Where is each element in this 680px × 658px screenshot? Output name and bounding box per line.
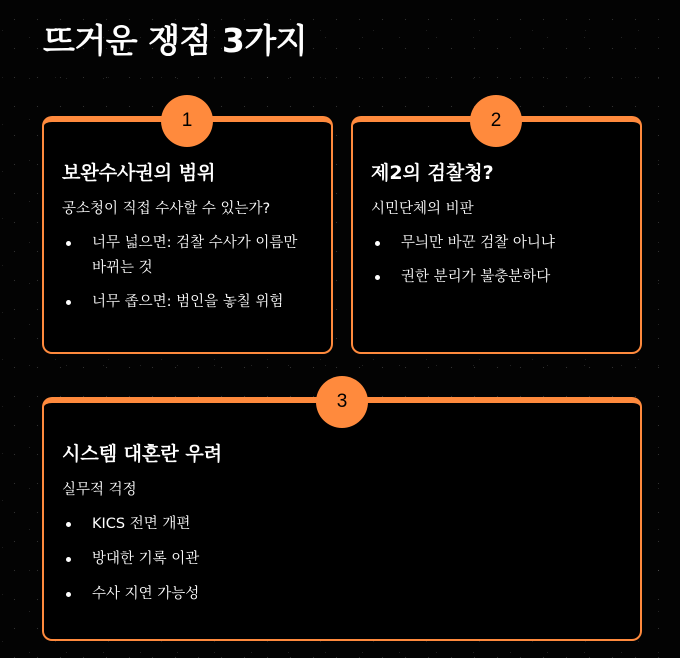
bullet-list: [371, 231, 622, 290]
card-title: 보완수사권의 범위: [62, 162, 216, 184]
page-title: 뜨거운 쟁점 3가지: [43, 21, 308, 60]
card-subtitle: 실무적 걱정: [62, 482, 137, 498]
list-item: 너무 넓으면: 검찰 수사가 이름만 바뀌는 것: [62, 231, 313, 281]
card-title: 시스템 대혼란 우려: [62, 443, 223, 465]
card-subtitle: 시민단체의 비판: [371, 201, 474, 217]
list-item: 너무 좁으면: 범인을 놓칠 위험: [62, 290, 313, 315]
card-subtitle: 공소청이 직접 수사할 수 있는가?: [62, 201, 271, 217]
bullet-list: [62, 512, 622, 607]
issue-number-badge: 1: [161, 95, 213, 147]
issue-card-1: [42, 110, 333, 354]
issue-number-badge: 2: [470, 95, 522, 147]
issue-number-badge: 3: [316, 376, 368, 428]
issue-card-3: [42, 391, 642, 641]
card-title: 제2의 검찰청?: [371, 162, 494, 184]
issue-card-2: [351, 110, 642, 354]
list-item: 수사 지연 가능성: [62, 582, 622, 607]
bullet-list: [62, 231, 313, 315]
list-item: 방대한 기록 이관: [62, 547, 622, 572]
list-item: 권한 분리가 불충분하다: [371, 265, 622, 290]
list-item: 무늬만 바꾼 검찰 아니냐: [371, 231, 622, 256]
list-item: KICS 전면 개편: [62, 512, 622, 537]
